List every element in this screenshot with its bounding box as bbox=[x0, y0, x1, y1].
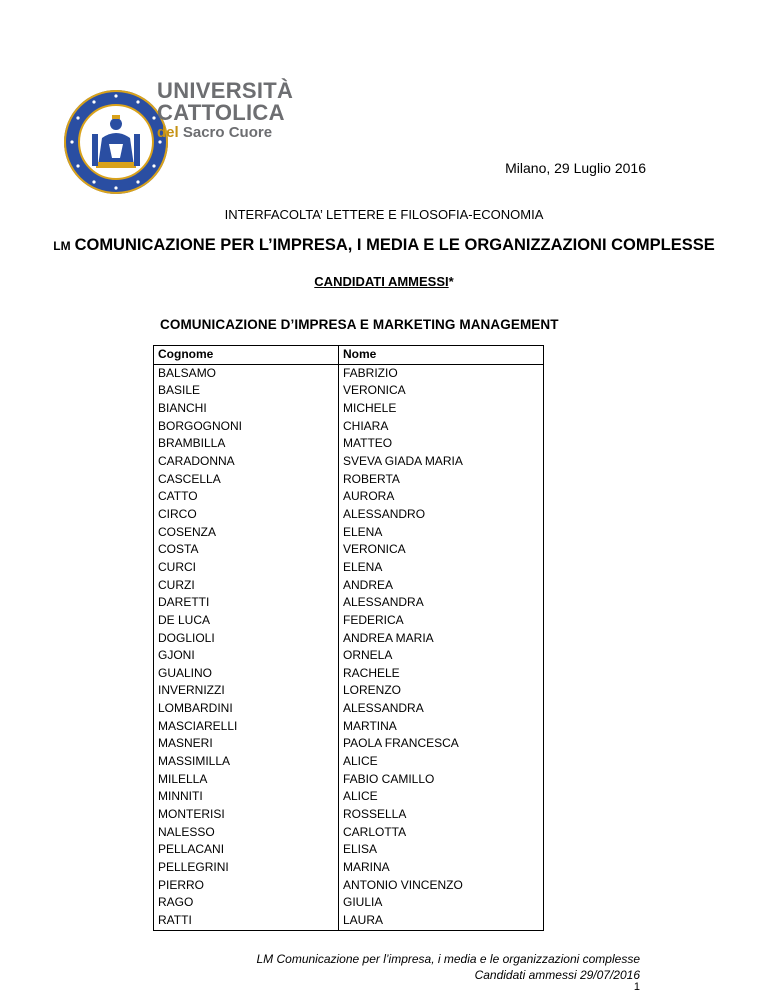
table-row bbox=[154, 382, 544, 400]
cell-cognome: CASCELLA bbox=[154, 471, 339, 489]
cell-nome: ELISA bbox=[339, 841, 544, 859]
table-row bbox=[154, 682, 544, 700]
cell-cognome: COSENZA bbox=[154, 524, 339, 542]
table-row bbox=[154, 665, 544, 683]
document-date: Milano, 29 Luglio 2016 bbox=[505, 160, 646, 176]
footer-line-date: Candidati ammessi 29/07/2016 bbox=[474, 968, 640, 982]
cell-nome: VERONICA bbox=[339, 382, 544, 400]
cell-cognome: DOGLIOLI bbox=[154, 630, 339, 648]
table-row bbox=[154, 894, 544, 912]
table-row bbox=[154, 471, 544, 489]
faculty-heading: INTERFACOLTA’ LETTERE E FILOSOFIA-ECONOMIA bbox=[224, 207, 544, 222]
table-body bbox=[154, 364, 544, 930]
admitted-heading bbox=[0, 274, 768, 289]
cell-cognome: MINNITI bbox=[154, 788, 339, 806]
cell-cognome: PELLACANI bbox=[154, 841, 339, 859]
cell-nome: ALESSANDRO bbox=[339, 506, 544, 524]
cell-nome: VERONICA bbox=[339, 541, 544, 559]
table-row bbox=[154, 435, 544, 453]
table-row bbox=[154, 700, 544, 718]
cell-cognome: MASCIARELLI bbox=[154, 718, 339, 736]
cell-nome: ELENA bbox=[339, 559, 544, 577]
table-row bbox=[154, 524, 544, 542]
cell-nome: MATTEO bbox=[339, 435, 544, 453]
cell-nome: FABIO CAMILLO bbox=[339, 771, 544, 789]
section-title: COMUNICAZIONE D’IMPRESA E MARKETING MANAGEMENT bbox=[160, 317, 559, 332]
table-row bbox=[154, 453, 544, 471]
cell-cognome: DE LUCA bbox=[154, 612, 339, 630]
cell-cognome: PIERRO bbox=[154, 877, 339, 895]
cell-cognome: GJONI bbox=[154, 647, 339, 665]
cell-cognome: GUALINO bbox=[154, 665, 339, 683]
cell-cognome: BALSAMO bbox=[154, 364, 339, 382]
cell-cognome: CURZI bbox=[154, 577, 339, 595]
cell-nome: ROBERTA bbox=[339, 471, 544, 489]
table-row bbox=[154, 824, 544, 842]
cell-cognome: RAGO bbox=[154, 894, 339, 912]
table-row bbox=[154, 541, 544, 559]
cell-nome: ALICE bbox=[339, 753, 544, 771]
table-row bbox=[154, 841, 544, 859]
cell-nome: ALESSANDRA bbox=[339, 594, 544, 612]
table-row bbox=[154, 559, 544, 577]
table-row bbox=[154, 594, 544, 612]
header-nome: Nome bbox=[339, 346, 544, 365]
cell-cognome: BASILE bbox=[154, 382, 339, 400]
admitted-label: CANDIDATI AMMESSI bbox=[314, 274, 449, 289]
course-name: COMUNICAZIONE PER L’IMPRESA, I MEDIA E LE ORGANIZZAZIONI COMPLESSE bbox=[74, 236, 715, 254]
cell-nome: GIULIA bbox=[339, 894, 544, 912]
cell-cognome: DARETTI bbox=[154, 594, 339, 612]
candidates-table bbox=[153, 345, 544, 931]
cell-cognome: CURCI bbox=[154, 559, 339, 577]
cell-nome: ROSSELLA bbox=[339, 806, 544, 824]
university-seal-icon bbox=[62, 88, 170, 196]
cell-cognome: COSTA bbox=[154, 541, 339, 559]
cell-cognome: LOMBARDINI bbox=[154, 700, 339, 718]
cell-nome: RACHELE bbox=[339, 665, 544, 683]
cell-cognome: MASSIMILLA bbox=[154, 753, 339, 771]
cell-nome: SVEVA GIADA MARIA bbox=[339, 453, 544, 471]
table-row bbox=[154, 735, 544, 753]
cell-cognome: NALESSO bbox=[154, 824, 339, 842]
cell-cognome: MILELLA bbox=[154, 771, 339, 789]
logo-line-sacro-cuore bbox=[157, 125, 293, 140]
cell-nome: ORNELA bbox=[339, 647, 544, 665]
cell-nome: ANDREA MARIA bbox=[339, 630, 544, 648]
admitted-asterisk: * bbox=[448, 274, 454, 289]
cell-cognome: CIRCO bbox=[154, 506, 339, 524]
table-row bbox=[154, 400, 544, 418]
cell-nome: MARTINA bbox=[339, 718, 544, 736]
table-header-row bbox=[154, 346, 544, 365]
university-logo bbox=[62, 78, 294, 185]
cell-nome: ELENA bbox=[339, 524, 544, 542]
table-row bbox=[154, 912, 544, 930]
cell-nome: AURORA bbox=[339, 488, 544, 506]
cell-nome: ANTONIO VINCENZO bbox=[339, 877, 544, 895]
logo-wordmark bbox=[157, 80, 293, 140]
logo-line3-suffix: Sacro Cuore bbox=[182, 124, 273, 141]
cell-nome: FEDERICA bbox=[339, 612, 544, 630]
header-cognome: Cognome bbox=[154, 346, 339, 365]
cell-cognome: CATTO bbox=[154, 488, 339, 506]
table-row bbox=[154, 506, 544, 524]
cell-nome: MARINA bbox=[339, 859, 544, 877]
table-row bbox=[154, 877, 544, 895]
cell-cognome: BIANCHI bbox=[154, 400, 339, 418]
table-row bbox=[154, 612, 544, 630]
cell-nome: CHIARA bbox=[339, 418, 544, 436]
course-prefix: LM bbox=[53, 239, 71, 253]
footer-line-course: LM Comunicazione per l’impresa, i media e le organizzazioni complesse bbox=[256, 952, 640, 966]
table-row bbox=[154, 718, 544, 736]
logo-line-cattolica: CATTOLICA bbox=[157, 100, 285, 125]
table-row bbox=[154, 647, 544, 665]
cell-cognome: RATTI bbox=[154, 912, 339, 930]
cell-nome: PAOLA FRANCESCA bbox=[339, 735, 544, 753]
table-row bbox=[154, 418, 544, 436]
cell-nome: MICHELE bbox=[339, 400, 544, 418]
cell-cognome: INVERNIZZI bbox=[154, 682, 339, 700]
table-row bbox=[154, 630, 544, 648]
page-number: 1 bbox=[633, 981, 640, 993]
logo-line3-prefix: del bbox=[157, 124, 183, 141]
cell-cognome: BORGOGNONI bbox=[154, 418, 339, 436]
table-row bbox=[154, 364, 544, 382]
cell-nome: ANDREA bbox=[339, 577, 544, 595]
cell-nome: FABRIZIO bbox=[339, 364, 544, 382]
table-row bbox=[154, 788, 544, 806]
table-row bbox=[154, 577, 544, 595]
cell-cognome: CARADONNA bbox=[154, 453, 339, 471]
table-row bbox=[154, 859, 544, 877]
cell-cognome: MASNERI bbox=[154, 735, 339, 753]
cell-nome: ALICE bbox=[339, 788, 544, 806]
logo-line-universita: UNIVERSITÀ bbox=[157, 78, 294, 103]
page-footer bbox=[256, 951, 640, 983]
cell-nome: ALESSANDRA bbox=[339, 700, 544, 718]
cell-nome: CARLOTTA bbox=[339, 824, 544, 842]
table-row bbox=[154, 806, 544, 824]
cell-cognome: BRAMBILLA bbox=[154, 435, 339, 453]
table-row bbox=[154, 753, 544, 771]
cell-cognome: MONTERISI bbox=[154, 806, 339, 824]
cell-nome: LAURA bbox=[339, 912, 544, 930]
cell-nome: LORENZO bbox=[339, 682, 544, 700]
table-row bbox=[154, 771, 544, 789]
cell-cognome: PELLEGRINI bbox=[154, 859, 339, 877]
table-row bbox=[154, 488, 544, 506]
course-title bbox=[0, 236, 768, 255]
